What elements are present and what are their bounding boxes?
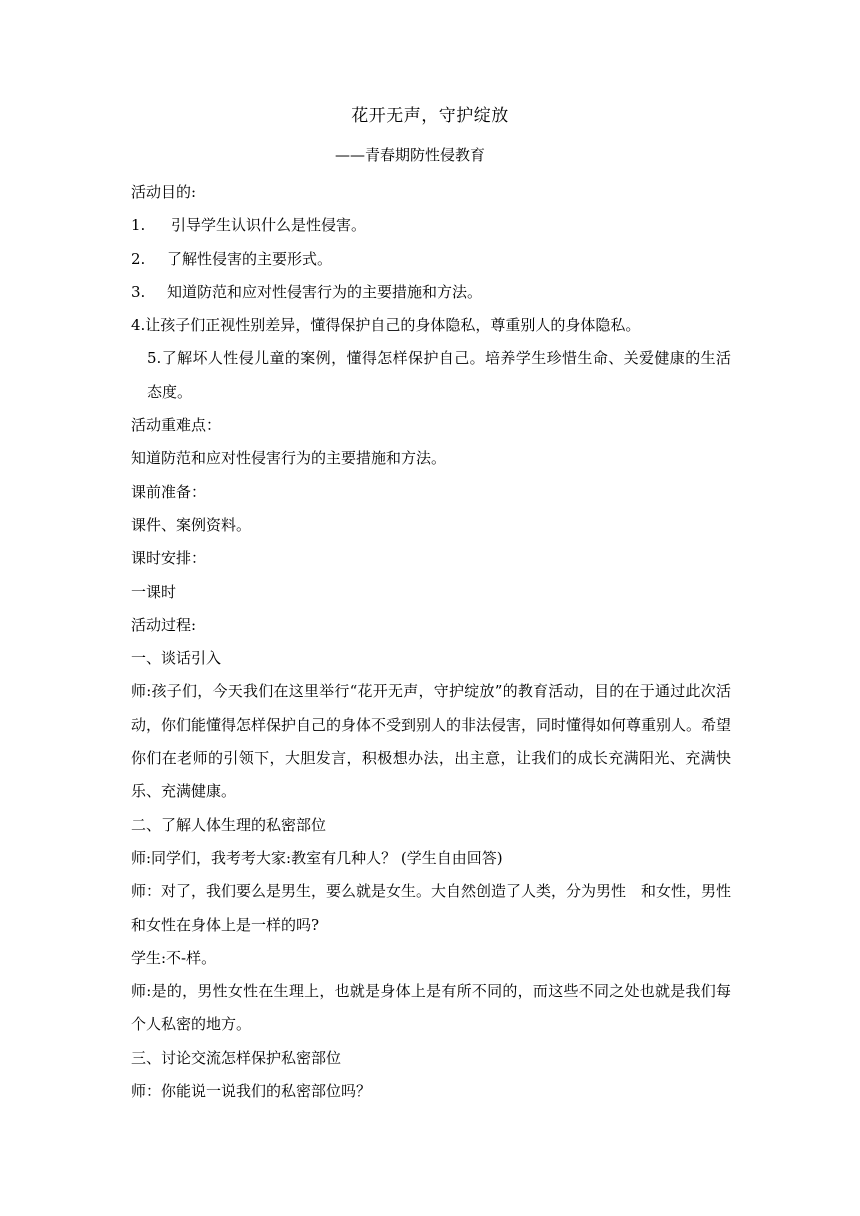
goal-item-3 (131, 276, 731, 309)
doc-title: 花开无声，守护绽放 (351, 106, 509, 126)
goal-item-1 (131, 209, 731, 242)
section3-text: 师：你能说一说我们的私密部位吗？ (131, 1082, 372, 1101)
section1-heading: 一、谈话引入 (131, 649, 222, 668)
process-heading: 活动过程: (131, 615, 197, 634)
section2-heading: 二、了解人体生理的私密部位 (131, 815, 327, 834)
goal-item-5: 5.了解坏人性侵儿童的案例，懂得怎样保护自己。培养学生珍惜生命、关爱健康的生活态度。 (147, 349, 731, 401)
goal-item-4: 4.让孩子们正视性别差异，懂得保护自己的身体隐私，尊重别人的身体隐私。 (131, 316, 641, 335)
prep-text: 课件、案例资料。 (131, 515, 252, 534)
goal-number: 1. (131, 216, 146, 235)
goal-number: 2. (131, 249, 146, 268)
section2-line-2: 师：对了，我们要么是男生，要么就是女生。大自然创造了人类，分为男性 和女性，男性和女性在身体上是一样的吗? (131, 882, 731, 934)
goal-text: 知道防范和应对性侵害行为的主要措施和方法。 (167, 282, 483, 301)
section2-line-3: 学生:不-样。 (131, 948, 217, 967)
section2-line-1: 师:同学们，我考考大家:教室有几种人？ (学生自由回答) (131, 848, 503, 867)
key-heading: 活动重难点： (131, 416, 222, 435)
doc-subtitle: ——青春期防性侵教育 (334, 146, 485, 164)
doc-body (131, 176, 731, 1108)
key-text: 知道防范和应对性侵害行为的主要措施和方法。 (131, 449, 447, 468)
goal-item-2 (131, 243, 731, 276)
section2-line-4: 师:是的，男性女性在生理上，也就是身体上是有所不同的，而这些不同之处也就是我们每个人私密的地方。 (131, 982, 731, 1034)
section1-text: 师:孩子们，今天我们在这里举行“花开无声，守护绽放”的教育活动，目的在于通过此次活动，你们能懂得怎样保护自己的身体不受到别人的非法侵害，同时懂得如何尊重别人。希望你们在老师的引领下，大胆发言，积极想办法，出主意，让我们的成长充满阳光、充满快乐、充满健康。 (131, 682, 731, 801)
goal-text: 了解性侵害的主要形式。 (167, 249, 333, 268)
prep-heading: 课前准备： (131, 482, 207, 501)
schedule-heading: 课时安排： (131, 549, 207, 568)
section3-heading: 三、讨论交流怎样保护私密部位 (131, 1048, 342, 1067)
purpose-heading: 活动目的: (131, 183, 197, 201)
goal-number: 3. (131, 282, 146, 301)
goal-text: 引导学生认识什么是性侵害。 (171, 216, 367, 235)
schedule-text: 一课时 (131, 582, 177, 601)
